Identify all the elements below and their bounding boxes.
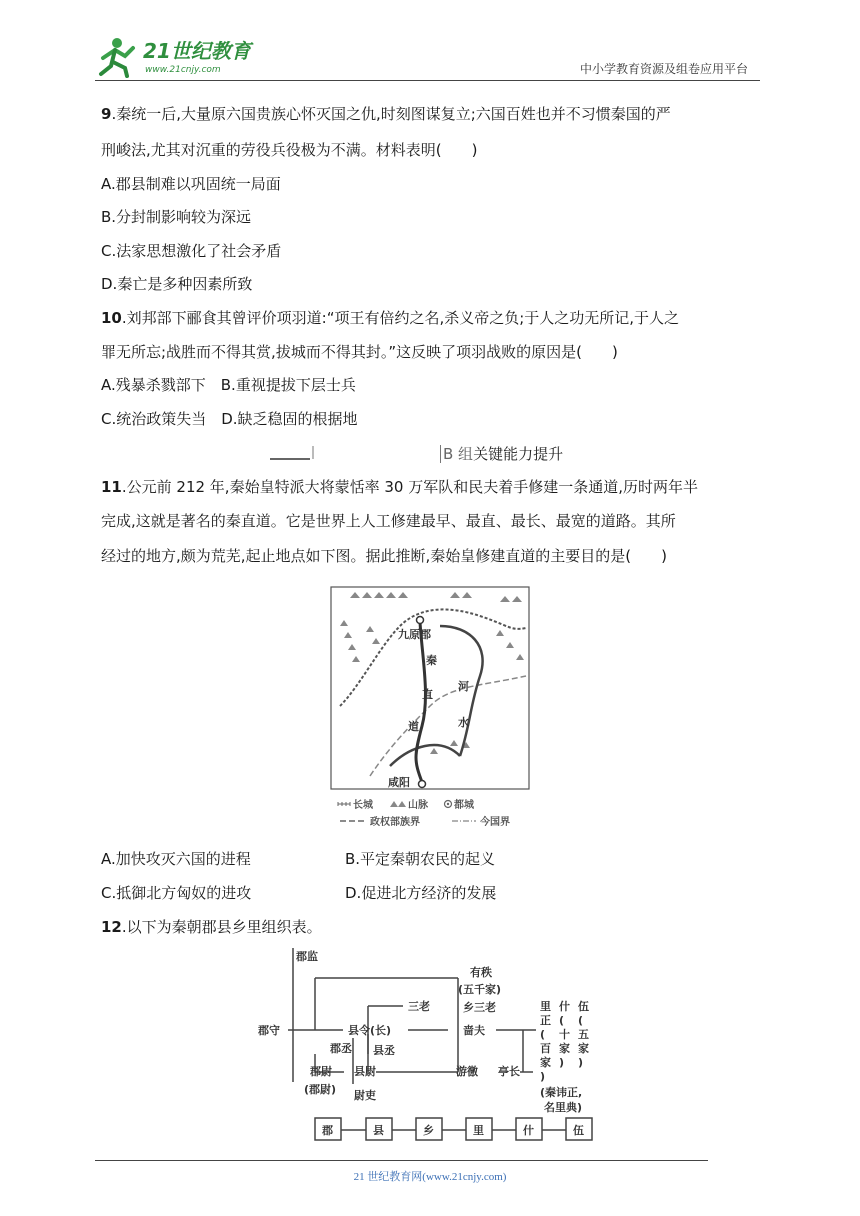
q9-option-d: D.秦亡是多种因素所致	[101, 275, 253, 293]
svg-text:): )	[559, 1056, 565, 1069]
q9-text1: .秦统一后,大量原六国贵族心怀灭国之仇,时刻图谋复立;六国百姓也并不习惯秦国的严	[111, 105, 671, 123]
q11-line2: 完成,这就是著名的秦直道。它是世界上人工修建最早、最直、最长、最宽的道路。其所	[101, 512, 676, 530]
platform-name: 中小学教育资源及组卷应用平台	[580, 62, 749, 76]
hierarchy-li: 里	[473, 1124, 484, 1137]
org-xiangsanlao: 乡三老	[463, 1001, 496, 1014]
q12-line1	[101, 917, 322, 937]
svg-text:家: 家	[559, 1042, 570, 1055]
org-sanlao: 三老	[408, 1000, 430, 1013]
org-juncheng: 郡丞	[330, 1042, 352, 1055]
org-sefu: 啬夫	[463, 1024, 485, 1037]
q9-line2: 刑峻法,尤其对沉重的劳役兵役极为不满。材料表明( )	[101, 141, 478, 159]
org-qinhui: (秦讳正,	[540, 1086, 583, 1099]
map-legend	[338, 798, 510, 828]
legend-modern-border: 今国界	[480, 817, 510, 828]
label-jiuyuan: 九原郡	[398, 628, 431, 641]
org-xiancheng: 县丞	[373, 1044, 395, 1057]
q10-options-row2: C.统治政策失当 D.缺乏稳固的根据地	[101, 410, 358, 428]
footer-divider	[95, 1160, 708, 1161]
org-junwei-paren: (郡尉)	[304, 1083, 337, 1096]
q12-number: 12	[101, 918, 122, 936]
org-junjian: 郡监	[296, 950, 318, 963]
hierarchy-xian: 县	[373, 1124, 384, 1137]
label-shui: 水	[458, 716, 469, 729]
svg-text:伍: 伍	[578, 1000, 589, 1013]
logo-text: 21世纪教育	[143, 39, 251, 63]
q10-number: 10	[101, 309, 122, 327]
org-chart-lines	[288, 948, 536, 1084]
section-title-text: 关键能力提升	[473, 445, 564, 463]
svg-text:五: 五	[578, 1028, 589, 1041]
q9-option-a: A.郡县制难以巩固统一局面	[101, 175, 281, 193]
org-wuqianjia: (五千家)	[458, 983, 502, 996]
jiuyuan-capital-icon	[417, 617, 424, 624]
svg-text:(: (	[578, 1014, 584, 1027]
q12-text1: .以下为秦朝郡县乡里组织表。	[121, 918, 322, 936]
svg-text:家: 家	[578, 1042, 589, 1055]
q9-option-b: B.分封制影响较为深远	[101, 208, 252, 226]
q11-option-d: D.促进北方经济的发展	[345, 884, 497, 902]
footer-link[interactable]: 21 世纪教育网(www.21cnjy.com)	[353, 1171, 507, 1183]
org-weili: 尉吏	[354, 1089, 376, 1102]
q9-option-c: C.法家思想激化了社会矛盾	[101, 242, 282, 260]
section-decoration-left	[270, 446, 314, 460]
svg-text:十: 十	[559, 1028, 570, 1041]
q9-line1	[101, 104, 671, 124]
org-minglidian: 名里典)	[544, 1101, 583, 1114]
q10-line2: 罪无所忘;战胜而不得其赏,拔城而不得其封。”这反映了项羽战败的原因是( )	[101, 343, 618, 361]
label-he: 河	[458, 680, 469, 693]
q11-option-a: A.加快攻灭六国的进程	[101, 850, 251, 868]
svg-text:(: (	[540, 1028, 546, 1041]
xianyang-capital-icon	[419, 781, 426, 788]
legend-mountain: 山脉	[408, 800, 428, 811]
legend-capital: 都城	[454, 800, 474, 811]
q10-line1	[101, 308, 679, 328]
q11-option-c: C.抵御北方匈奴的进攻	[101, 884, 252, 902]
logo-url: www.21cnjy.com	[145, 65, 221, 75]
q10-text1: .刘邦部下郦食其曾评价项羽道:“项王有倍约之名,杀义帝之负;于人之功无所记,于人之	[121, 309, 680, 327]
svg-text:家: 家	[540, 1056, 551, 1069]
q11-option-b: B.平定秦朝农民的起义	[345, 850, 496, 868]
q10-options-row1: A.残暴杀戮部下 B.重视提拔下层士兵	[101, 376, 356, 394]
org-hierarchy-row	[315, 1118, 592, 1140]
hierarchy-jun: 郡	[322, 1124, 333, 1137]
svg-text:(: (	[559, 1014, 565, 1027]
site-logo	[95, 34, 265, 80]
q11-line1	[101, 477, 698, 497]
q11-line3: 经过的地方,颇为荒芜,起止地点如下图。据此推断,秦始皇修建直道的主要目的是( )	[101, 547, 668, 565]
org-junshou: 郡守	[258, 1024, 280, 1037]
svg-text:里: 里	[540, 1000, 551, 1013]
label-xianyang: 咸阳	[388, 776, 410, 789]
q9-number: 9	[101, 105, 112, 123]
label-zhi: 直	[422, 688, 433, 701]
legend-great-wall: 长城	[353, 800, 373, 811]
section-heading	[440, 443, 563, 464]
legend-regime-border: 政权部族界	[370, 817, 420, 828]
svg-text:百: 百	[540, 1042, 551, 1055]
svg-text:什: 什	[559, 1000, 570, 1013]
org-lizheng-vertical	[540, 1000, 551, 1083]
qin-admin-org-chart	[258, 944, 618, 1144]
qin-road-map	[330, 586, 532, 830]
runner-logo-icon	[101, 38, 133, 76]
org-tingzhang: 亭长	[498, 1065, 520, 1078]
svg-text:正: 正	[540, 1014, 551, 1027]
svg-text:): )	[578, 1056, 584, 1069]
org-xianwei: 县尉	[354, 1065, 376, 1078]
org-junwei: 郡尉	[310, 1065, 332, 1078]
org-xianling: 县令(长)	[348, 1024, 392, 1037]
org-youzhi: 有秩	[470, 966, 492, 979]
org-youjiao: 游徼	[456, 1065, 478, 1078]
q11-number: 11	[101, 478, 122, 496]
hierarchy-xiang: 乡	[423, 1124, 434, 1137]
org-wu-vertical	[578, 999, 589, 1069]
hierarchy-shi: 什	[523, 1124, 534, 1137]
header-divider	[95, 80, 760, 81]
label-qin: 秦	[426, 654, 437, 667]
svg-text:): )	[540, 1070, 546, 1083]
q11-text1: .公元前 212 年,秦始皇特派大将蒙恬率 30 万军队和民夫着手修建一条通道,历时两年半	[121, 478, 698, 496]
label-dao: 道	[408, 720, 419, 733]
hierarchy-wu: 伍	[573, 1124, 584, 1137]
section-prefix: B 组	[440, 445, 473, 463]
org-shi-vertical	[559, 999, 570, 1069]
